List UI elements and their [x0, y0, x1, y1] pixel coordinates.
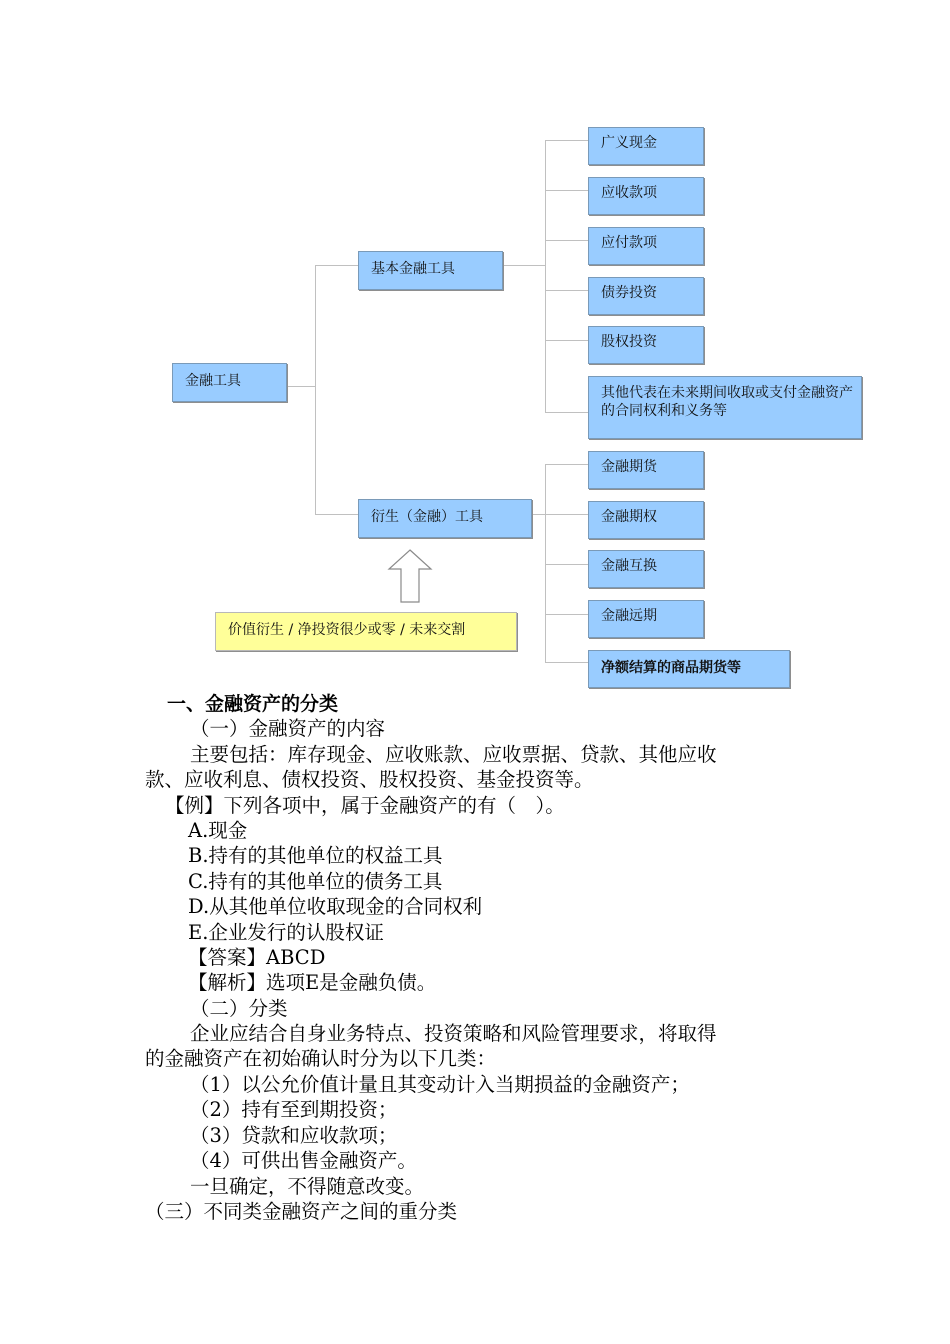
- basic-child-node: 应收款项: [588, 177, 704, 215]
- option-e: E.企业发行的认股权证: [188, 921, 384, 944]
- basic-child-node: 广义现金: [588, 127, 704, 165]
- analysis: 【解析】选项E是金融负债。: [188, 971, 437, 994]
- connector: [545, 464, 588, 465]
- basic-child-node: 应付款项: [588, 227, 704, 265]
- connector: [315, 265, 316, 514]
- subheading: （三）不同类金融资产之间的重分类: [145, 1200, 458, 1223]
- connector: [545, 514, 588, 515]
- basic-child-node: 股权投资: [588, 326, 704, 364]
- paragraph-line: 的金融资产在初始确认时分为以下几类：: [145, 1047, 497, 1070]
- connector: [545, 464, 546, 662]
- paragraph-line: 企业应结合自身业务特点、投资策略和风险管理要求，将取得: [190, 1022, 717, 1045]
- connector: [545, 614, 588, 615]
- derivative-child-node: 金融远期: [588, 600, 704, 638]
- example-question: 【例】下列各项中，属于金融资产的有（ ）。: [165, 794, 565, 817]
- category-item: （4）可供出售金融资产。: [190, 1149, 417, 1172]
- derivative-instruments-node: 衍生（金融）工具: [358, 499, 532, 538]
- derivative-child-node: 金融互换: [588, 550, 704, 588]
- up-arrow-icon: [387, 549, 433, 603]
- option-b: B.持有的其他单位的权益工具: [188, 844, 443, 867]
- paragraph-line: 主要包括：库存现金、应收账款、应收票据、贷款、其他应收: [190, 743, 717, 766]
- option-a: A.现金: [188, 819, 248, 842]
- category-item: （1）以公允价值计量且其变动计入当期损益的金融资产；: [190, 1073, 690, 1096]
- connector: [545, 340, 588, 341]
- paragraph-line: 款、应收利息、债权投资、股权投资、基金投资等。: [145, 768, 594, 791]
- connector: [545, 140, 588, 141]
- derivative-child-node: 金融期货: [588, 451, 704, 489]
- connector: [545, 412, 588, 413]
- category-item: （2）持有至到期投资；: [190, 1098, 398, 1121]
- category-item: （3）贷款和应收款项；: [190, 1124, 398, 1147]
- section-heading: 一、金融资产的分类: [167, 693, 339, 715]
- basic-child-node: 其他代表在未来期间收取或支付金融资产的合同权利和义务等: [588, 376, 862, 439]
- derivative-child-node: 净额结算的商品期货等: [588, 650, 790, 688]
- connector: [545, 190, 588, 191]
- subheading: （一）金融资产的内容: [190, 717, 386, 740]
- connector: [531, 514, 546, 515]
- paragraph-line: 一旦确定，不得随意改变。: [190, 1175, 425, 1198]
- connector: [502, 265, 546, 266]
- derivative-child-node: 金融期权: [588, 501, 704, 539]
- basic-child-node: 债券投资: [588, 277, 704, 315]
- connector: [315, 265, 359, 266]
- basic-instruments-node: 基本金融工具: [358, 251, 503, 290]
- connector: [545, 140, 546, 413]
- root-node: 金融工具: [172, 363, 287, 402]
- connector: [545, 290, 588, 291]
- answer: 【答案】ABCD: [188, 946, 326, 969]
- connector: [315, 514, 359, 515]
- derivative-features-note: 价值衍生 / 净投资很少或零 / 未来交割: [215, 612, 517, 651]
- subheading: （二）分类: [190, 997, 288, 1020]
- option-d: D.从其他单位收取现金的合同权利: [188, 895, 483, 918]
- option-c: C.持有的其他单位的债务工具: [188, 870, 443, 893]
- connector: [545, 240, 588, 241]
- connector: [287, 386, 316, 387]
- connector: [545, 564, 588, 565]
- connector: [545, 662, 588, 663]
